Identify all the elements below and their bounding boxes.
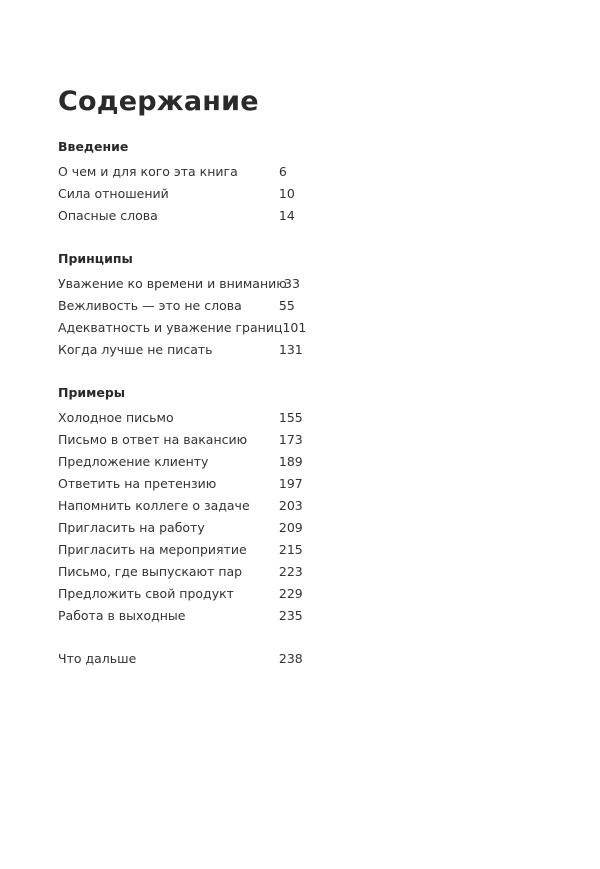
page-title: Содержание [58,86,259,117]
toc-entry[interactable] [58,205,318,227]
toc-entry[interactable] [58,317,318,339]
section-introduction [58,136,318,227]
entry-title: Пригласить на работу [58,520,205,535]
entry-title: Опасные слова [58,208,158,223]
entry-page: 101 [282,320,307,335]
entry-title: Напомнить коллеге о задаче [58,498,250,513]
entry-title: О чем и для кого эта книга [58,164,238,179]
entry-page: 55 [278,298,295,313]
entry-page: 189 [278,454,303,469]
entry-page: 33 [284,276,300,291]
toc-entry[interactable] [58,495,318,517]
toc-entry[interactable] [58,183,318,205]
entry-title: Уважение ко времени и вниманию [58,276,287,291]
toc-entry[interactable] [58,605,318,627]
entry-page: 235 [278,608,303,623]
entry-title: Работа в выходные [58,608,186,623]
entry-page: 131 [278,342,303,357]
section-heading: Принципы [58,251,133,266]
entry-page: 238 [278,651,303,666]
entry-title: Когда лучше не писать [58,342,213,357]
toc-entry[interactable] [58,539,318,561]
entry-page: 209 [278,520,303,535]
toc-entry[interactable] [58,451,318,473]
entry-page: 229 [278,586,303,601]
entry-title: Пригласить на мероприятие [58,542,247,557]
section-spacer [58,627,318,648]
toc-entry[interactable] [58,407,318,429]
entry-page: 10 [278,186,295,201]
section-spacer [58,361,318,382]
entry-page: 155 [278,410,303,425]
toc-entry[interactable] [58,561,318,583]
section-heading: Введение [58,139,129,154]
toc-entry[interactable] [58,339,318,361]
entry-page: 6 [278,164,287,179]
entry-title: Ответить на претензию [58,476,217,491]
entry-page: 203 [278,498,303,513]
entry-title: Холодное письмо [58,410,174,425]
entry-title: Предложить свой продукт [58,586,234,601]
entry-title: Вежливость — это не слова [58,298,242,313]
table-of-contents [58,136,318,670]
toc-entry[interactable] [58,161,318,183]
entry-page: 173 [278,432,303,447]
entry-page: 197 [278,476,303,491]
entry-title: Сила отношений [58,186,169,201]
section-heading: Примеры [58,385,126,400]
entry-page: 14 [278,208,295,223]
toc-entry[interactable] [58,295,318,317]
entry-page: 223 [278,564,303,579]
entry-title: Предложение клиенту [58,454,209,469]
toc-entry[interactable] [58,429,318,451]
entry-title: Что дальше [58,651,137,666]
toc-entry[interactable] [58,473,318,495]
entry-page: 215 [278,542,303,557]
toc-entry[interactable] [58,517,318,539]
entry-title: Адекватность и уважение границ [58,320,283,335]
toc-entry[interactable] [58,583,318,605]
section-examples [58,382,318,627]
entry-title: Письмо в ответ на вакансию [58,432,248,447]
toc-entry-whats-next[interactable] [58,648,318,670]
toc-entry[interactable] [58,273,318,295]
section-principles [58,248,318,361]
entry-title: Письмо, где выпускают пар [58,564,243,579]
section-spacer [58,227,318,248]
